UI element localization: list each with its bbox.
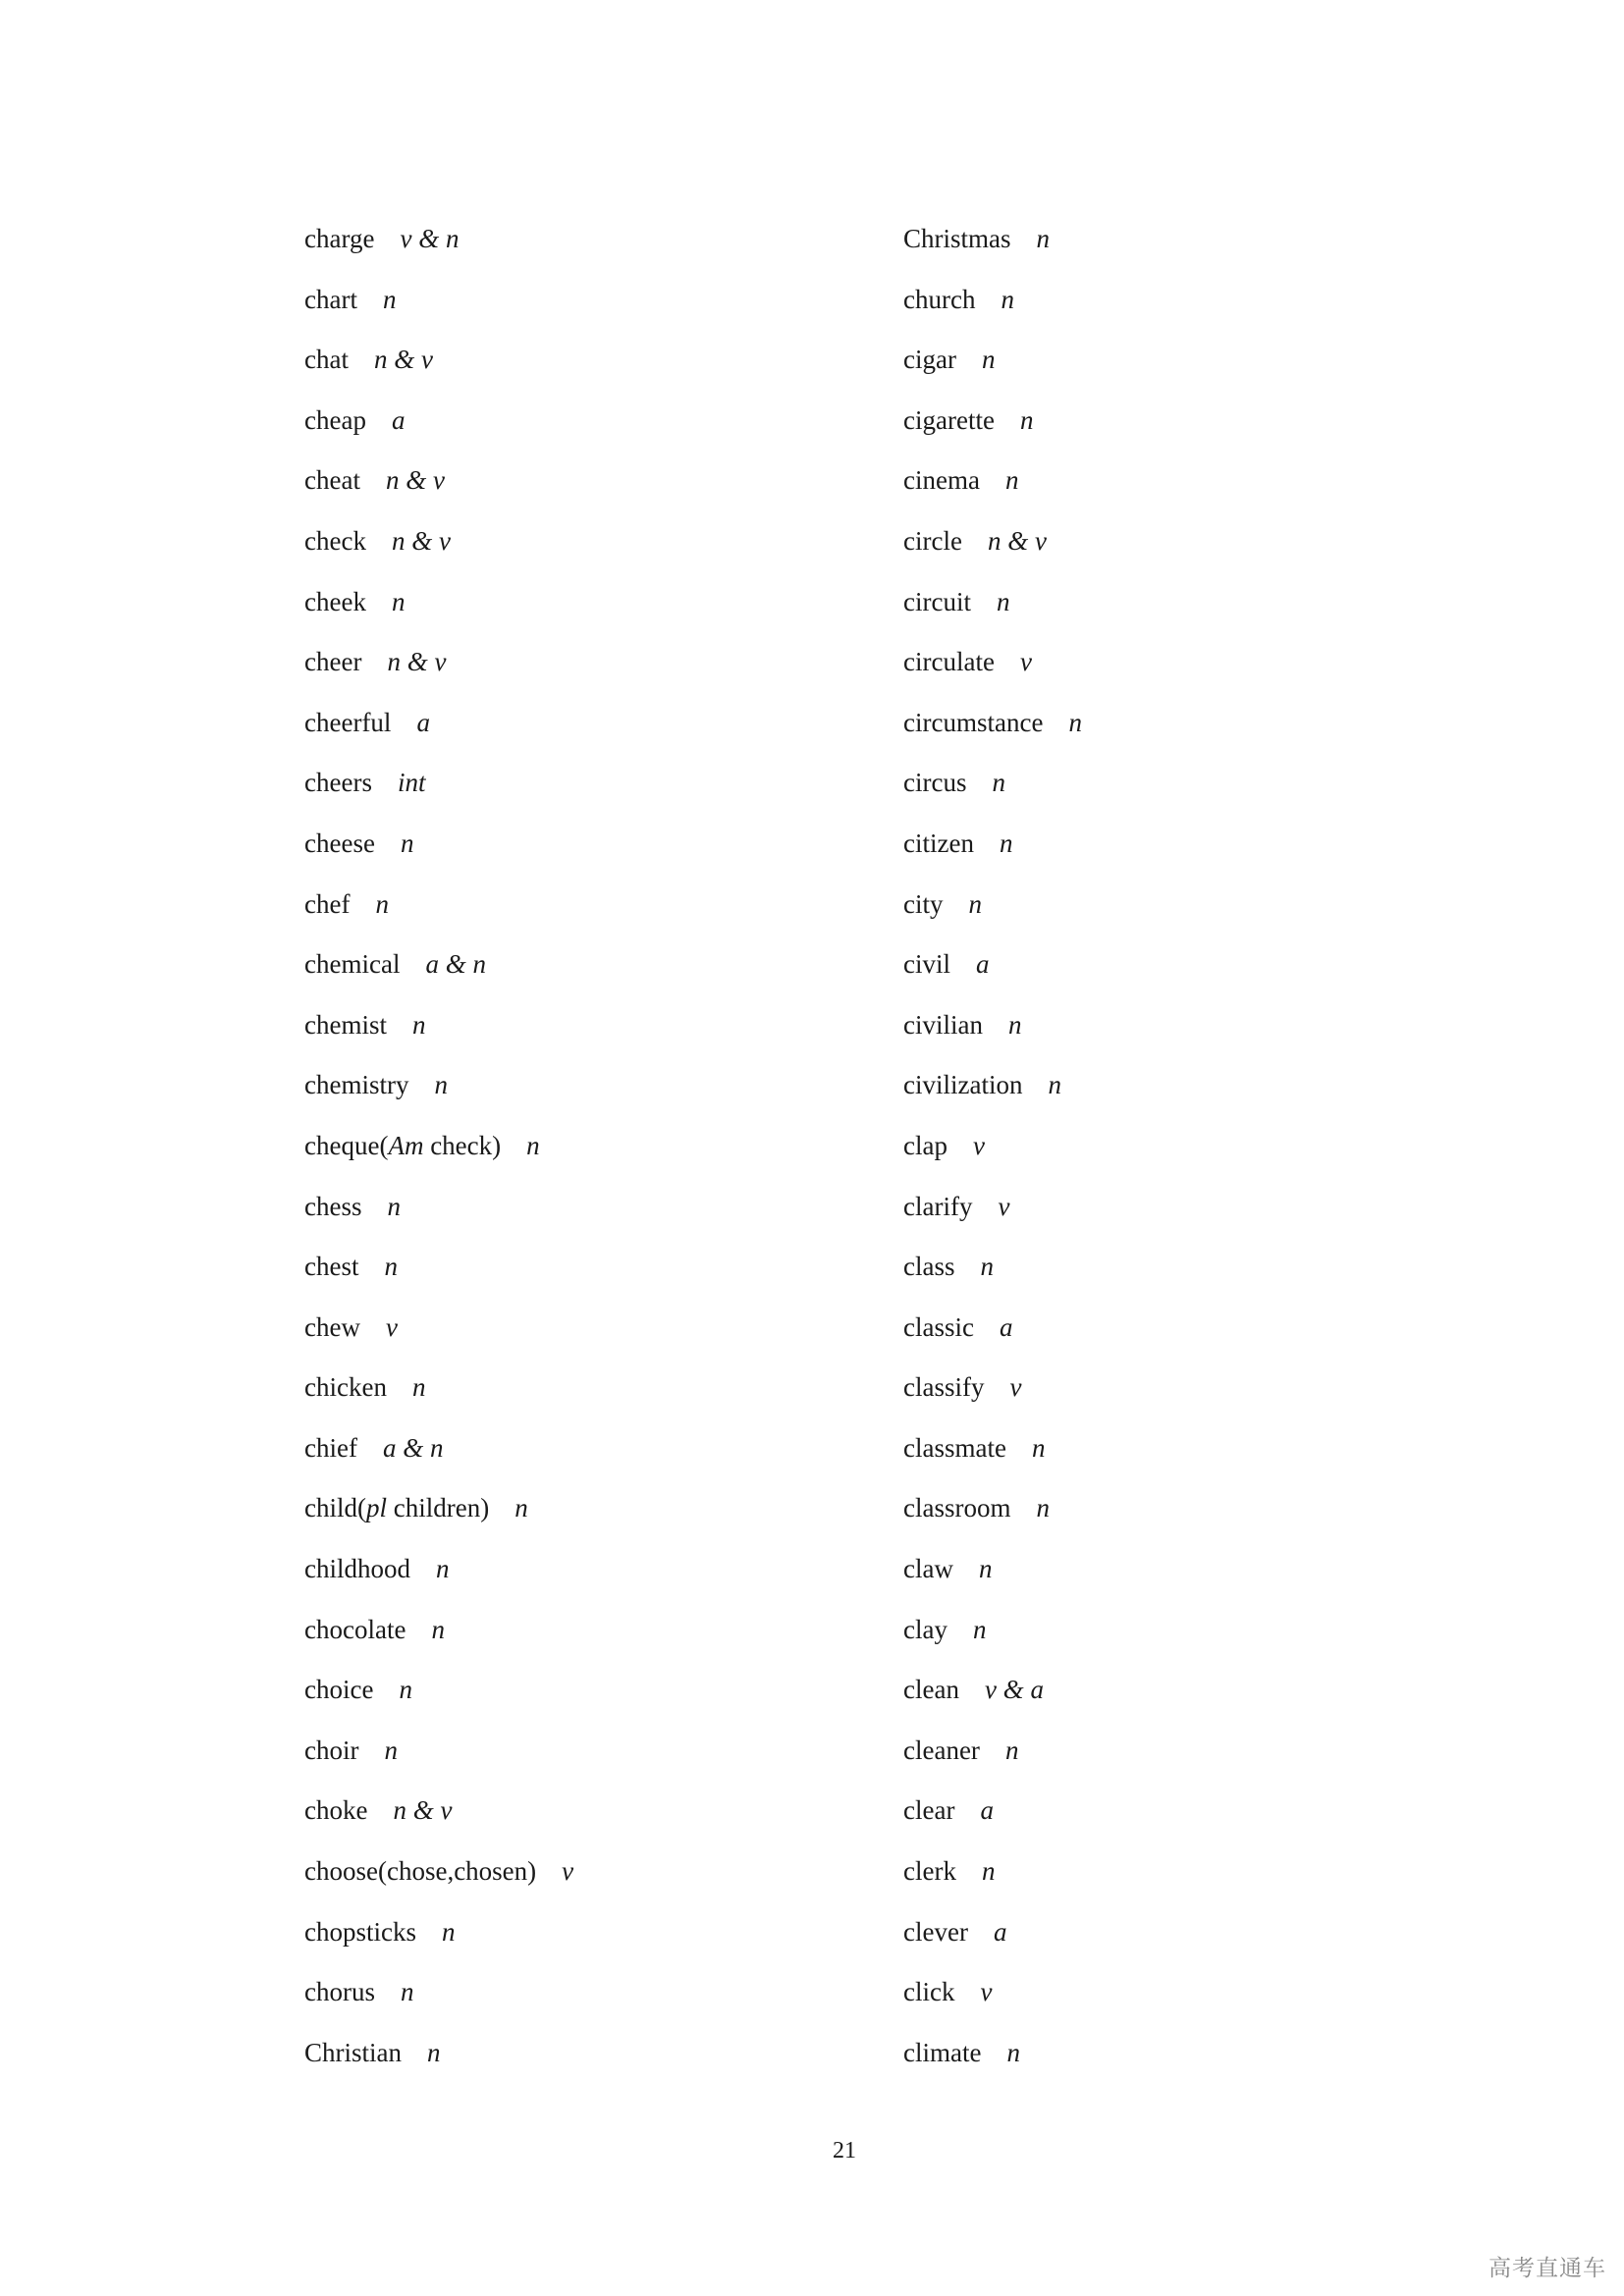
word-entry: [304, 330, 573, 391]
headword: clever: [903, 1916, 968, 1947]
word-entry: [903, 391, 1082, 452]
word-entry: [304, 1660, 573, 1721]
part-of-speech: n: [996, 586, 1010, 616]
headword: chart: [304, 284, 357, 314]
part-of-speech: v & a: [984, 1675, 1044, 1705]
part-of-speech: n & v: [387, 647, 447, 677]
headword: cheat: [304, 465, 360, 496]
word-entry: [903, 451, 1082, 511]
part-of-speech: a: [993, 1916, 1007, 1947]
word-entry: [903, 1600, 1082, 1661]
part-of-speech: a: [416, 707, 430, 737]
headword: clay: [903, 1614, 947, 1644]
headword: classmate: [903, 1432, 1006, 1463]
headword: chief: [304, 1432, 357, 1463]
headword: circulate: [903, 647, 995, 677]
headword: chopsticks: [304, 1916, 416, 1947]
headword: claw: [903, 1554, 953, 1584]
part-of-speech: n: [387, 1191, 401, 1221]
page-number: 21: [833, 2138, 856, 2163]
word-entry: [903, 693, 1082, 754]
headword: city: [903, 888, 944, 919]
word-entry: [304, 451, 573, 511]
word-entry: [903, 1842, 1082, 1902]
part-of-speech: n: [1036, 224, 1051, 253]
headword: child: [304, 1493, 357, 1523]
part-of-speech: v: [998, 1191, 1010, 1221]
headword: church: [903, 284, 976, 314]
part-of-speech: n: [1048, 1070, 1061, 1100]
headword: childhood: [304, 1554, 410, 1584]
headword: chest: [304, 1252, 359, 1282]
headword: choke: [304, 1795, 368, 1826]
part-of-speech: n: [514, 1493, 528, 1523]
part-of-speech: n: [1068, 707, 1082, 737]
part-of-speech: a: [976, 949, 990, 980]
word-entry: [903, 1539, 1082, 1600]
word-entry: [304, 511, 573, 572]
part-of-speech: n: [411, 1372, 426, 1403]
note-prefix: pl: [366, 1493, 388, 1523]
headword: chorus: [304, 1977, 375, 2007]
part-of-speech: v: [972, 1130, 985, 1160]
part-of-speech: n: [400, 1977, 414, 2007]
headword: chicken: [304, 1372, 387, 1403]
part-of-speech: n: [972, 1614, 987, 1644]
headword: cheer: [304, 647, 362, 677]
word-entry: [304, 1902, 573, 1963]
headword: clean: [903, 1675, 959, 1705]
part-of-speech: n: [1004, 1735, 1019, 1765]
headword-note: (Am check): [379, 1130, 502, 1160]
part-of-speech: a & n: [382, 1432, 444, 1463]
word-entry: [304, 1358, 573, 1418]
word-entry: [903, 1962, 1082, 2023]
part-of-speech: v: [562, 1856, 574, 1887]
part-of-speech: n: [399, 1675, 412, 1705]
headword: class: [903, 1252, 955, 1282]
headword: cigarette: [903, 404, 995, 435]
word-entry: [903, 1237, 1082, 1298]
headword: chat: [304, 345, 349, 375]
word-entry: [903, 1055, 1082, 1116]
part-of-speech: n: [436, 1554, 450, 1584]
part-of-speech: a: [980, 1795, 994, 1826]
word-entry: [304, 270, 573, 331]
headword: clarify: [903, 1191, 973, 1221]
word-entry: [304, 1721, 573, 1782]
word-entry: [304, 875, 573, 935]
word-entry: [903, 632, 1082, 693]
part-of-speech: n: [391, 586, 406, 616]
word-list-right: [903, 209, 1082, 2083]
headword: cheque: [304, 1130, 380, 1160]
word-entry: [304, 391, 573, 452]
word-entry: [903, 1418, 1082, 1479]
headword: chemical: [304, 949, 401, 980]
part-of-speech: n: [992, 768, 1005, 798]
part-of-speech: n: [434, 1070, 448, 1100]
headword: cheese: [304, 828, 375, 858]
note-prefix: Am: [388, 1130, 424, 1160]
part-of-speech: n: [384, 1735, 398, 1765]
word-entry: [903, 511, 1082, 572]
part-of-speech: v: [1009, 1372, 1022, 1403]
headword: Christian: [304, 2037, 402, 2067]
headword: cheerful: [304, 707, 392, 737]
headword: chemistry: [304, 1070, 409, 1100]
word-entry: [903, 1660, 1082, 1721]
part-of-speech: n & v: [987, 525, 1047, 556]
word-entry: [903, 1721, 1082, 1782]
headword: civilian: [903, 1009, 983, 1040]
headword: clap: [903, 1130, 947, 1160]
part-of-speech: n: [980, 1252, 994, 1282]
headword: chess: [304, 1191, 362, 1221]
headword: chocolate: [304, 1614, 406, 1644]
headword: classify: [903, 1372, 985, 1403]
word-entry: [304, 1177, 573, 1238]
part-of-speech: n: [1001, 284, 1014, 314]
word-entry: [304, 1418, 573, 1479]
headword: cheek: [304, 586, 366, 616]
word-entry: [304, 1298, 573, 1359]
word-entry: [903, 572, 1082, 633]
headword: choir: [304, 1735, 359, 1765]
word-list-left: [304, 209, 573, 2083]
word-entry: [304, 632, 573, 693]
word-entry: [304, 814, 573, 875]
part-of-speech: n & v: [385, 465, 445, 496]
note-word: check: [430, 1130, 493, 1160]
word-entry: [304, 1116, 573, 1177]
headword: circuit: [903, 586, 971, 616]
word-entry: [304, 1237, 573, 1298]
headword: circus: [903, 768, 967, 798]
headword-note: (pl children): [357, 1493, 490, 1523]
word-entry: [903, 934, 1082, 995]
part-of-speech: n: [382, 284, 397, 314]
part-of-speech: n: [1006, 2037, 1020, 2067]
word-entry: [903, 1478, 1082, 1539]
part-of-speech: n & v: [391, 525, 451, 556]
word-entry: [304, 1539, 573, 1600]
word-entry: [903, 1177, 1082, 1238]
word-entry: [304, 1478, 573, 1539]
headword: clerk: [903, 1856, 956, 1887]
part-of-speech: n: [978, 1554, 993, 1584]
headword: civil: [903, 949, 950, 980]
headword: cleaner: [903, 1735, 980, 1765]
part-of-speech: n: [526, 1130, 540, 1160]
word-entry: [903, 1781, 1082, 1842]
word-entry: [304, 1842, 573, 1902]
word-entry: [304, 1962, 573, 2023]
headword: choose(chose,chosen): [304, 1856, 537, 1887]
watermark: 高考直通车: [1489, 2256, 1606, 2281]
part-of-speech: n: [384, 1252, 398, 1282]
part-of-speech: int: [397, 768, 426, 798]
word-entry: [304, 1055, 573, 1116]
part-of-speech: n & v: [373, 345, 433, 375]
word-entry: [903, 209, 1082, 270]
word-entry: [304, 995, 573, 1056]
part-of-speech: n: [411, 1009, 426, 1040]
headword: click: [903, 1977, 955, 2007]
part-of-speech: n: [431, 1614, 445, 1644]
part-of-speech: n: [442, 1916, 456, 1947]
word-entry: [903, 995, 1082, 1056]
word-entry: [903, 330, 1082, 391]
headword: citizen: [903, 828, 974, 858]
part-of-speech: a: [999, 1311, 1013, 1342]
word-entry: [304, 2023, 573, 2084]
word-entry: [903, 1358, 1082, 1418]
word-entry: [304, 209, 573, 270]
word-entry: [903, 875, 1082, 935]
word-entry: [304, 572, 573, 633]
word-entry: [903, 1116, 1082, 1177]
word-entry: [903, 270, 1082, 331]
part-of-speech: n: [1019, 404, 1034, 435]
word-entry: [903, 2023, 1082, 2084]
part-of-speech: n: [981, 1856, 996, 1887]
note-word: children: [393, 1493, 481, 1523]
word-entry: [903, 753, 1082, 814]
part-of-speech: n: [968, 888, 982, 919]
headword: climate: [903, 2037, 982, 2067]
headword: choice: [304, 1675, 374, 1705]
headword: clear: [903, 1795, 955, 1826]
part-of-speech: n: [1004, 465, 1019, 496]
word-entry: [903, 1298, 1082, 1359]
word-entry: [903, 814, 1082, 875]
part-of-speech: n: [400, 828, 414, 858]
part-of-speech: n & v: [393, 1795, 453, 1826]
headword: chef: [304, 888, 351, 919]
headword: chemist: [304, 1009, 387, 1040]
word-entry: [903, 1902, 1082, 1963]
part-of-speech: n: [981, 345, 996, 375]
word-entry: [304, 693, 573, 754]
part-of-speech: n: [1031, 1432, 1046, 1463]
word-entry: [304, 753, 573, 814]
headword: circle: [903, 525, 962, 556]
headword: check: [304, 525, 366, 556]
headword: cinema: [903, 465, 980, 496]
part-of-speech: n: [1036, 1493, 1050, 1523]
part-of-speech: v & n: [400, 224, 460, 253]
headword: chew: [304, 1311, 360, 1342]
headword: cheap: [304, 404, 366, 435]
word-entry: [304, 1781, 573, 1842]
headword: civilization: [903, 1070, 1023, 1100]
word-entry: [304, 934, 573, 995]
part-of-speech: n: [1007, 1009, 1022, 1040]
word-entry: [304, 1600, 573, 1661]
part-of-speech: v: [1019, 647, 1032, 677]
part-of-speech: a & n: [425, 949, 486, 980]
part-of-speech: v: [980, 1977, 993, 2007]
part-of-speech: n: [375, 888, 389, 919]
headword: Christmas: [903, 224, 1011, 253]
headword: charge: [304, 224, 375, 253]
part-of-speech: n: [999, 828, 1013, 858]
part-of-speech: n: [427, 2037, 441, 2067]
headword: cheers: [304, 768, 372, 798]
headword: classroom: [903, 1493, 1011, 1523]
part-of-speech: v: [385, 1311, 398, 1342]
part-of-speech: a: [391, 404, 406, 435]
headword: classic: [903, 1311, 974, 1342]
headword: circumstance: [903, 707, 1044, 737]
headword: cigar: [903, 345, 956, 375]
